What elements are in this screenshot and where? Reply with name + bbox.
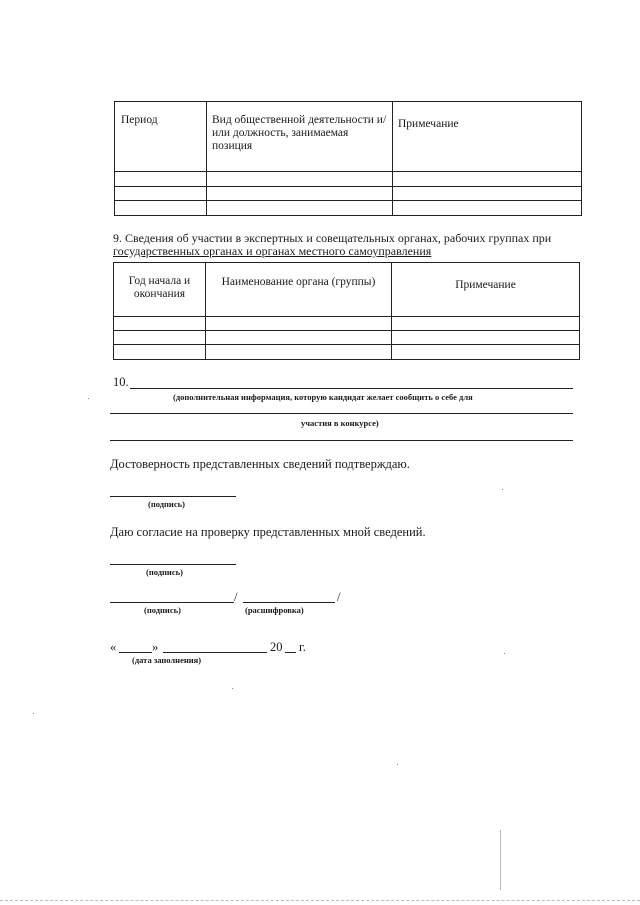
scan-speck bbox=[397, 764, 398, 765]
table-header-row bbox=[115, 102, 582, 172]
table-cell[interactable] bbox=[115, 201, 207, 216]
table-header-cell: Год начала и окончания bbox=[114, 263, 206, 317]
scan-speck bbox=[88, 398, 89, 399]
date-year-suffix: г. bbox=[299, 640, 306, 654]
table-row bbox=[115, 172, 582, 187]
scan-speck bbox=[502, 489, 503, 490]
scan-speck bbox=[504, 653, 505, 654]
section-9-heading bbox=[113, 232, 580, 258]
scan-speck bbox=[33, 713, 34, 714]
date-year-prefix: 20 bbox=[270, 640, 283, 654]
decode-caption: (расшифровка) bbox=[245, 605, 304, 615]
table-row bbox=[114, 345, 580, 360]
table-row bbox=[114, 317, 580, 331]
table-cell[interactable] bbox=[393, 187, 582, 201]
table-cell[interactable] bbox=[114, 345, 206, 360]
consent-signature-line[interactable] bbox=[110, 564, 236, 565]
date-open-quote: « bbox=[110, 640, 117, 654]
table-header-cell: Примечание bbox=[393, 102, 582, 172]
table-header-row bbox=[114, 263, 580, 317]
additional-info-caption-1: (дополнительная информация, которую кандидат желает сообщить о себе для bbox=[173, 392, 473, 402]
confirm-text: Достоверность представленных сведений подтверждаю. bbox=[110, 457, 410, 471]
signature-slash-1: / bbox=[234, 590, 238, 604]
table-cell[interactable] bbox=[114, 331, 206, 345]
table-header-cell: Наименование органа (группы) bbox=[206, 263, 392, 317]
confirm-signature-caption: (подпись) bbox=[148, 499, 185, 509]
activity-table bbox=[114, 101, 582, 216]
table-cell[interactable] bbox=[115, 172, 207, 187]
confirm-signature-line[interactable] bbox=[110, 496, 236, 497]
scan-bottom-edge bbox=[0, 900, 640, 901]
table-cell[interactable] bbox=[207, 172, 393, 187]
additional-info-caption-2: участия в конкурсе) bbox=[301, 418, 379, 428]
table-cell[interactable] bbox=[206, 345, 392, 360]
table-cell[interactable] bbox=[392, 331, 580, 345]
signature-decode-line[interactable] bbox=[243, 602, 335, 603]
signature-slash-2: / bbox=[337, 590, 341, 604]
expert-bodies-table bbox=[113, 262, 580, 360]
consent-signature-caption: (подпись) bbox=[146, 567, 183, 577]
table-header-cell: Примечание bbox=[392, 263, 580, 317]
date-close-quote: » bbox=[152, 640, 159, 654]
table-header-cell: Вид общественной деятельности и/или должность, занимаемая позиция bbox=[207, 102, 393, 172]
section-9-line-2: государственных органах и органах местного самоуправления bbox=[113, 244, 432, 258]
table-cell[interactable] bbox=[393, 201, 582, 216]
date-caption: (дата заполнения) bbox=[132, 655, 202, 665]
scan-edge-line bbox=[500, 830, 501, 890]
date-day-line[interactable] bbox=[119, 652, 152, 653]
date-month-line[interactable] bbox=[163, 652, 267, 653]
consent-text: Даю согласие на проверку представленных мной сведений. bbox=[110, 525, 426, 539]
additional-info-line-1[interactable] bbox=[130, 388, 573, 389]
additional-info-line-3[interactable] bbox=[110, 440, 573, 441]
date-year-line[interactable] bbox=[285, 652, 296, 653]
table-header-cell: Период bbox=[115, 102, 207, 172]
table-row bbox=[115, 187, 582, 201]
additional-info-line-2[interactable] bbox=[110, 413, 573, 414]
signature-caption: (подпись) bbox=[144, 605, 181, 615]
table-cell[interactable] bbox=[206, 317, 392, 331]
table-cell[interactable] bbox=[392, 345, 580, 360]
table-cell[interactable] bbox=[206, 331, 392, 345]
table-cell[interactable] bbox=[115, 187, 207, 201]
table-cell[interactable] bbox=[207, 201, 393, 216]
scan-speck bbox=[232, 688, 233, 689]
table-cell[interactable] bbox=[114, 317, 206, 331]
section-10-number: 10. bbox=[113, 375, 129, 389]
table-row bbox=[114, 331, 580, 345]
section-9-line-1: 9. Сведения об участии в экспертных и совещательных органах, рабочих группах при bbox=[113, 231, 552, 245]
table-cell[interactable] bbox=[207, 187, 393, 201]
table-cell[interactable] bbox=[393, 172, 582, 187]
table-row bbox=[115, 201, 582, 216]
table-cell[interactable] bbox=[392, 317, 580, 331]
signature-line[interactable] bbox=[110, 602, 234, 603]
